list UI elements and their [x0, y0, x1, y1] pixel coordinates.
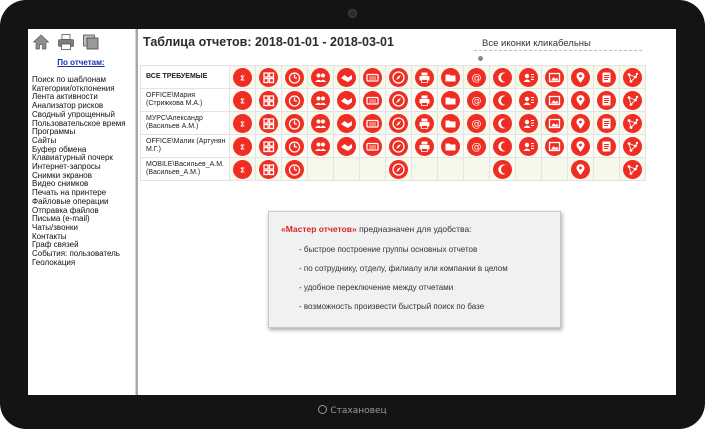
grid-cell	[464, 112, 490, 135]
sidebar-item[interactable]: Видео снимков	[32, 179, 89, 189]
grid-cell	[386, 89, 412, 112]
folder-icon[interactable]	[441, 91, 460, 110]
sidebar-item[interactable]: Отправка файлов	[32, 205, 99, 215]
grid-cell	[490, 89, 516, 112]
grid-cell	[412, 135, 438, 158]
email-icon[interactable]	[467, 91, 486, 110]
handshake-icon[interactable]	[337, 68, 356, 87]
sidebar-splitter[interactable]	[135, 29, 138, 395]
camera-icon	[348, 9, 357, 18]
grid-cell	[516, 158, 542, 181]
info-intro-text: предназначен для удобства:	[356, 224, 472, 234]
printer-icon[interactable]	[415, 137, 434, 156]
grid-cell	[282, 135, 308, 158]
sidebar-item[interactable]: Сводный упрощенный	[32, 109, 115, 119]
page-title: Таблица отчетов: 2018-01-01 - 2018-03-01	[143, 35, 394, 49]
keyboard-icon[interactable]	[363, 114, 382, 133]
grid-cell	[386, 158, 412, 181]
screenshots-icon[interactable]	[545, 91, 564, 110]
grid-cell	[594, 112, 620, 135]
grid-cell	[360, 112, 386, 135]
compass-icon[interactable]	[389, 137, 408, 156]
timer-icon[interactable]	[285, 114, 304, 133]
grid-cell	[230, 158, 256, 181]
sidebar-item[interactable]: Клавиатурный почерк	[32, 153, 113, 163]
email-icon[interactable]	[467, 137, 486, 156]
graph-icon[interactable]	[623, 114, 642, 133]
document-icon[interactable]	[597, 91, 616, 110]
row-label[interactable]: MOBILE\Васильев_А.М. (Васильев_А.М.)	[141, 158, 230, 181]
grid-cell	[308, 135, 334, 158]
grid-cell	[516, 89, 542, 112]
row-label[interactable]: ВСЕ ТРЕБУЕМЫЕ	[141, 66, 230, 89]
info-bullet: - быстрое построение группы основных отчетов	[299, 245, 478, 254]
email-icon[interactable]	[467, 68, 486, 87]
grid-cell	[438, 89, 464, 112]
risk-analyzer-icon[interactable]	[233, 160, 252, 179]
grid-cell	[282, 89, 308, 112]
printer-icon[interactable]	[415, 114, 434, 133]
printer-icon[interactable]	[57, 33, 75, 51]
grid-cell	[230, 66, 256, 89]
sidebar-header-link[interactable]: По отчетам:	[57, 58, 105, 67]
grid-cell	[464, 135, 490, 158]
grid-cell	[334, 89, 360, 112]
contacts-icon[interactable]	[519, 91, 538, 110]
grid-cell	[620, 135, 646, 158]
grid-cell	[308, 112, 334, 135]
graph-icon[interactable]	[623, 137, 642, 156]
info-intro	[281, 224, 472, 234]
svg-text:@: @	[471, 118, 482, 130]
users-icon[interactable]	[311, 114, 330, 133]
document-icon[interactable]	[597, 137, 616, 156]
grid-cell	[438, 158, 464, 181]
chat-icon[interactable]	[493, 91, 512, 110]
grid-cell	[412, 66, 438, 89]
folder-icon[interactable]	[441, 114, 460, 133]
contacts-icon[interactable]	[519, 68, 538, 87]
graph-icon[interactable]	[623, 91, 642, 110]
printer-icon[interactable]	[415, 91, 434, 110]
handshake-icon[interactable]	[337, 91, 356, 110]
svg-text:Σ: Σ	[240, 142, 245, 151]
grid-cell	[256, 135, 282, 158]
screenshots-icon[interactable]	[545, 68, 564, 87]
keyboard-icon[interactable]	[363, 68, 382, 87]
sidebar-item[interactable]: Анализатор рисков	[32, 101, 104, 111]
info-bullet: - возможность произвести быстрый поиск по базе	[299, 302, 485, 311]
sidebar-item[interactable]: Печать на принтере	[32, 188, 107, 198]
sidebar-item[interactable]: Программы	[32, 127, 76, 137]
grid-cell	[308, 89, 334, 112]
apps-icon[interactable]	[259, 160, 278, 179]
timer-icon[interactable]	[285, 160, 304, 179]
sidebar-item[interactable]: Файловые операции	[32, 196, 109, 206]
sidebar-item[interactable]: Письма (e-mail)	[32, 214, 90, 224]
sidebar-item[interactable]: Пользовательское время	[32, 118, 126, 128]
screenshots-icon[interactable]	[545, 137, 564, 156]
geolocation-icon[interactable]	[571, 68, 590, 87]
folder-icon[interactable]	[441, 137, 460, 156]
svg-text:Σ: Σ	[240, 96, 245, 105]
grid-cell	[542, 112, 568, 135]
compass-icon[interactable]	[389, 114, 408, 133]
grid-cell	[282, 66, 308, 89]
apps-icon[interactable]	[259, 68, 278, 87]
folder-icon[interactable]	[441, 68, 460, 87]
grid-cell	[620, 89, 646, 112]
svg-text:@: @	[471, 95, 482, 107]
chat-icon[interactable]	[493, 114, 512, 133]
grid-cell	[230, 89, 256, 112]
grid-cell	[464, 89, 490, 112]
apps-icon[interactable]	[259, 114, 278, 133]
grid-cell	[568, 158, 594, 181]
grid-cell	[594, 89, 620, 112]
grid-cell	[256, 66, 282, 89]
grid-cell	[594, 158, 620, 181]
sidebar-item[interactable]: Контакты	[32, 231, 67, 241]
sidebar-item[interactable]: Интернет-запросы	[32, 162, 101, 172]
risk-analyzer-icon[interactable]	[233, 137, 252, 156]
sidebar-item[interactable]: Буфер обмена	[32, 144, 87, 154]
app-screen	[28, 29, 676, 395]
compass-icon[interactable]	[389, 91, 408, 110]
grid-cell	[308, 66, 334, 89]
contacts-icon[interactable]	[519, 137, 538, 156]
screenshots-icon[interactable]	[545, 114, 564, 133]
risk-analyzer-icon[interactable]	[233, 68, 252, 87]
risk-analyzer-icon[interactable]	[233, 91, 252, 110]
geolocation-icon[interactable]	[571, 160, 590, 179]
grid-row	[141, 158, 646, 181]
compass-icon[interactable]	[389, 68, 408, 87]
status-dot-icon	[478, 56, 483, 61]
grid-cell	[568, 135, 594, 158]
grid-cell	[386, 112, 412, 135]
svg-text:Σ: Σ	[240, 73, 245, 82]
report-grid	[140, 65, 646, 181]
row-label[interactable]: OFFICE\Мария (Стрижкова М.А.)	[141, 89, 230, 112]
grid-row	[141, 135, 646, 158]
grid-cell	[334, 135, 360, 158]
printer-icon[interactable]	[415, 68, 434, 87]
grid-cell	[386, 135, 412, 158]
home-icon[interactable]	[32, 33, 50, 51]
grid-cell	[516, 66, 542, 89]
grid-cell	[256, 158, 282, 181]
grid-cell	[568, 66, 594, 89]
timer-icon[interactable]	[285, 68, 304, 87]
svg-text:@: @	[471, 141, 482, 153]
document-icon[interactable]	[597, 68, 616, 87]
grid-cell	[594, 135, 620, 158]
brand-text: Стахановец	[330, 406, 387, 416]
info-bullet: - по сотруднику, отделу, филиалу или компании в целом	[299, 264, 508, 273]
users-icon[interactable]	[311, 68, 330, 87]
grid-row	[141, 112, 646, 135]
grid-cell	[620, 112, 646, 135]
info-highlight: «Мастер отчетов»	[281, 224, 357, 234]
grid-cell	[412, 89, 438, 112]
info-box	[268, 211, 561, 328]
grid-cell	[620, 158, 646, 181]
grid-cell	[412, 112, 438, 135]
copy-icon[interactable]	[82, 33, 100, 51]
grid-cell	[542, 135, 568, 158]
grid-cell	[360, 135, 386, 158]
grid-cell	[334, 158, 360, 181]
row-label[interactable]: OFFICE\Малик (Артунян М.Г.)	[141, 135, 230, 158]
grid-cell	[464, 66, 490, 89]
grid-cell	[542, 66, 568, 89]
grid-cell	[464, 158, 490, 181]
grid-cell	[256, 89, 282, 112]
timer-icon[interactable]	[285, 91, 304, 110]
apps-icon[interactable]	[259, 91, 278, 110]
users-icon[interactable]	[311, 91, 330, 110]
document-icon[interactable]	[597, 114, 616, 133]
handshake-icon[interactable]	[337, 114, 356, 133]
grid-cell	[282, 158, 308, 181]
grid-cell	[568, 89, 594, 112]
grid-cell	[490, 158, 516, 181]
apps-icon[interactable]	[259, 137, 278, 156]
geolocation-icon[interactable]	[571, 114, 590, 133]
sidebar-item[interactable]: Граф связей	[32, 240, 79, 250]
grid-cell	[490, 135, 516, 158]
chat-icon[interactable]	[493, 137, 512, 156]
grid-cell	[360, 66, 386, 89]
sidebar-item[interactable]: Чаты/звонки	[32, 222, 78, 232]
timer-icon[interactable]	[285, 137, 304, 156]
svg-text:@: @	[471, 72, 482, 84]
grid-row	[141, 89, 646, 112]
svg-text:Σ: Σ	[240, 165, 245, 174]
grid-cell	[308, 158, 334, 181]
grid-cell	[412, 158, 438, 181]
grid-cell	[230, 135, 256, 158]
sidebar-item[interactable]: Лента активности	[32, 92, 98, 102]
info-bullets	[299, 245, 508, 321]
grid-cell	[490, 112, 516, 135]
grid-cell	[542, 158, 568, 181]
grid-header-row	[141, 66, 646, 89]
chat-icon[interactable]	[493, 160, 512, 179]
info-bullet: - удобное переключение между отчетами	[299, 283, 454, 292]
grid-cell	[568, 112, 594, 135]
graph-icon[interactable]	[623, 160, 642, 179]
sidebar-menu	[32, 76, 126, 267]
main-panel	[140, 29, 676, 395]
contacts-icon[interactable]	[519, 114, 538, 133]
graph-icon[interactable]	[623, 68, 642, 87]
grid-cell	[360, 89, 386, 112]
grid-cell	[438, 66, 464, 89]
email-icon[interactable]	[467, 114, 486, 133]
grid-cell	[334, 66, 360, 89]
sidebar-item[interactable]: Снимки экранов	[32, 170, 92, 180]
filter-select[interactable]: Все иконки кликабельны	[474, 37, 642, 51]
keyboard-icon[interactable]	[363, 137, 382, 156]
grid-cell	[516, 112, 542, 135]
grid-cell	[438, 135, 464, 158]
grid-cell	[516, 135, 542, 158]
row-label[interactable]: МУРС\Александр (Васильев А.М.)	[141, 112, 230, 135]
sidebar	[28, 29, 136, 395]
geolocation-icon[interactable]	[571, 91, 590, 110]
geolocation-icon[interactable]	[571, 137, 590, 156]
compass-icon[interactable]	[389, 160, 408, 179]
handshake-icon[interactable]	[337, 137, 356, 156]
risk-analyzer-icon[interactable]	[233, 114, 252, 133]
sidebar-item[interactable]: Поиск по шаблонам	[32, 75, 107, 84]
users-icon[interactable]	[311, 137, 330, 156]
grid-cell	[438, 112, 464, 135]
keyboard-icon[interactable]	[363, 91, 382, 110]
grid-cell	[386, 66, 412, 89]
chat-icon[interactable]	[493, 68, 512, 87]
grid-cell	[594, 66, 620, 89]
grid-cell	[360, 158, 386, 181]
svg-text:Σ: Σ	[240, 119, 245, 128]
grid-cell	[620, 66, 646, 89]
sidebar-item[interactable]: Категории/отклонения	[32, 83, 115, 93]
brand-logo	[0, 405, 705, 416]
sidebar-item[interactable]: Геолокация	[32, 257, 76, 267]
sidebar-item[interactable]: События: пользователь	[32, 249, 120, 259]
grid-cell	[542, 89, 568, 112]
grid-cell	[334, 112, 360, 135]
sidebar-item[interactable]: Сайты	[32, 135, 57, 145]
brand-icon	[318, 405, 327, 414]
grid-cell	[256, 112, 282, 135]
grid-cell	[230, 112, 256, 135]
grid-cell	[490, 66, 516, 89]
grid-cell	[282, 112, 308, 135]
